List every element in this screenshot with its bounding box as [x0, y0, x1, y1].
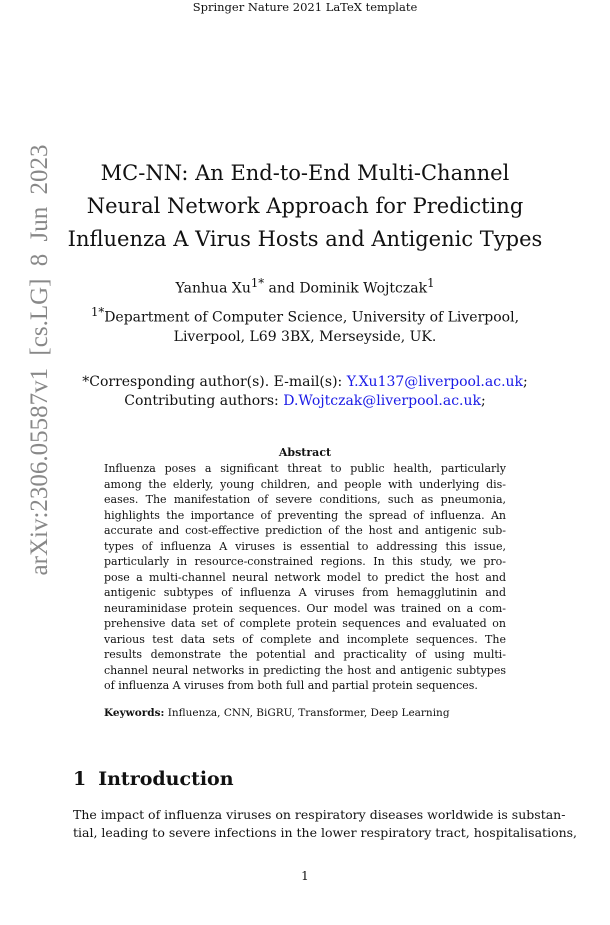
author-sup: 1: [427, 276, 435, 290]
abstract-line: accurate and cost-effective prediction of the host and antigenic sub-: [104, 524, 506, 537]
keywords: [104, 707, 450, 719]
abstract-line: prehensive data set of complete protein sequences and evaluated on: [104, 617, 506, 630]
abstract-line: of influenza A viruses from both full and partial protein sequences.: [104, 679, 478, 692]
section-heading: [73, 768, 246, 790]
abstract-heading: Abstract: [278, 446, 332, 459]
abstract-line: neuraminidase protein sequences. Our model was trained on a com-: [104, 601, 506, 615]
title-line: Neural Network Approach for Predicting: [86, 194, 524, 218]
body-text: [73, 806, 578, 842]
author-name: Yanhua Xu: [175, 280, 251, 297]
keywords-text: Influenza, CNN, BiGRU, Transformer, Deep Learning: [164, 707, 450, 719]
author-name: and Dominik Wojtczak: [264, 280, 428, 297]
corr-label: *Corresponding author(s). E-mail(s):: [82, 374, 347, 390]
abstract-line: types of influenza A viruses is essential to addressing this issue,: [104, 539, 506, 553]
body-line: The impact of influenza viruses on respiratory diseases worldwide is substan-: [73, 807, 566, 822]
punct: ;: [481, 393, 486, 409]
affiliation-line: Liverpool, L69 3BX, Merseyside, UK.: [173, 328, 437, 345]
abstract-line: particularly in resource-constrained regions. In this study, we pro-: [104, 555, 506, 568]
running-header: Springer Nature 2021 LaTeX template: [192, 0, 418, 14]
keywords-label: Keywords:: [104, 707, 165, 719]
correspondence: [0, 373, 610, 411]
contrib-label: Contributing authors:: [124, 393, 284, 409]
author-sup: 1*: [250, 276, 265, 290]
abstract-line: Influenza poses a significant threat to public health, particularly: [104, 462, 506, 475]
paper-title: [0, 157, 610, 256]
punct: ;: [523, 374, 528, 390]
abstract-line: antigenic subtypes of influenza A viruses from hemagglutinin and: [104, 586, 506, 599]
section-number: 1: [73, 768, 87, 790]
affiliation: [0, 303, 610, 347]
affiliation-line: Department of Computer Science, University of Liverpool,: [104, 309, 520, 326]
abstract-line: channel neural networks in predicting the host and antigenic subtypes: [104, 663, 506, 677]
arxiv-identifier: arXiv:2306.05587v1 [cs.LG] 8 Jun 2023: [26, 144, 53, 576]
title-line: Influenza A Virus Hosts and Antigenic Types: [67, 227, 543, 251]
abstract-line: pose a multi-channel neural network model to predict the host and: [104, 570, 506, 584]
abstract-body: [104, 461, 506, 694]
abstract-line: among the elderly, young children, and people with underlying dis-: [104, 477, 506, 491]
email-link[interactable]: Y.Xu137@liverpool.ac.uk: [346, 374, 524, 390]
abstract-line: eases. The manifestation of severe conditions, such as pneumonia,: [104, 493, 506, 506]
email-link[interactable]: D.Wojtczak@liverpool.ac.uk: [283, 393, 482, 409]
abstract-line: various test data sets of complete and incomplete sequences. The: [104, 632, 506, 646]
section-title: Introduction: [98, 768, 234, 790]
page-number: 1: [301, 869, 309, 883]
title-line: MC-NN: An End-to-End Multi-Channel: [100, 161, 510, 185]
affiliation-sup: 1*: [90, 305, 105, 319]
authors: [0, 276, 610, 297]
abstract-line: results demonstrate the potential and practicality of using multi-: [104, 648, 506, 661]
body-line: tial, leading to severe infections in the lower respiratory tract, hospitalisations,: [73, 825, 578, 840]
abstract-line: highlights the importance of preventing the spread of influenza. An: [104, 508, 506, 522]
